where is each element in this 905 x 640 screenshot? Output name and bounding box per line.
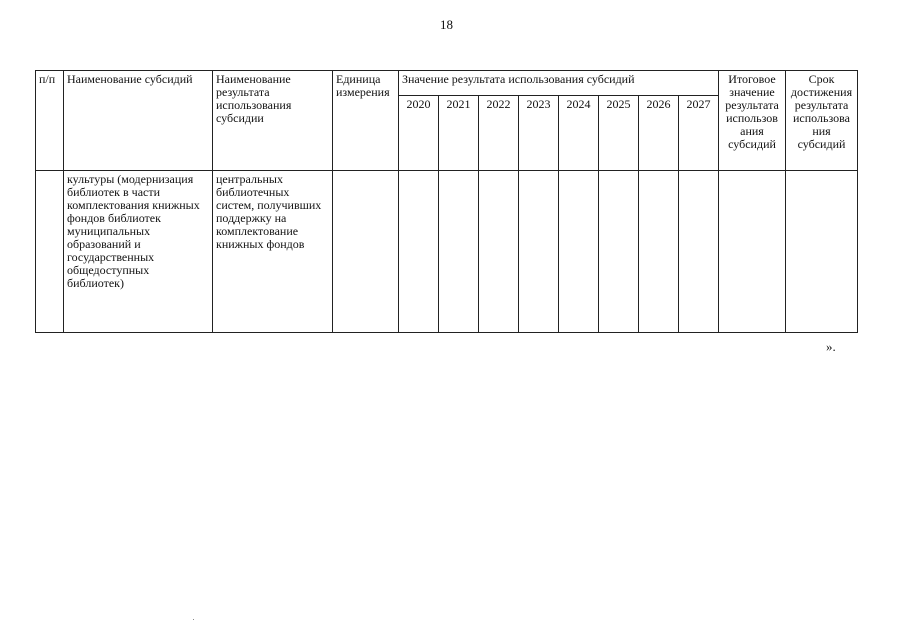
header-subsidy-name: Наименование субсидий xyxy=(64,71,213,171)
header-values-group: Значение результата использования субсидий xyxy=(399,71,719,96)
cell-unit xyxy=(333,171,399,333)
scan-speck xyxy=(193,619,194,620)
cell-value-2023 xyxy=(519,171,559,333)
cell-final-value xyxy=(719,171,786,333)
cell-result-name: центральных библиотечных систем, получивших поддержку на комплектование книжных фондов xyxy=(213,171,333,333)
cell-value-2025 xyxy=(599,171,639,333)
header-year-2025: 2025 xyxy=(599,96,639,171)
header-result-name: Наименование результата использования субсидии xyxy=(213,71,333,171)
table-row xyxy=(36,171,858,333)
header-year-2021: 2021 xyxy=(439,96,479,171)
header-row-top xyxy=(36,71,858,96)
cell-value-2020 xyxy=(399,171,439,333)
header-final-value: Итоговое значение результата использов ания субсидий xyxy=(719,71,786,171)
cell-value-2021 xyxy=(439,171,479,333)
header-year-2023: 2023 xyxy=(519,96,559,171)
cell-value-2026 xyxy=(639,171,679,333)
header-row-no: п/п xyxy=(36,71,64,171)
subsidy-results-table xyxy=(35,70,858,333)
header-deadline: Срок достижения результата использова ния субсидий xyxy=(786,71,858,171)
header-year-2022: 2022 xyxy=(479,96,519,171)
closing-quote-mark: ». xyxy=(826,339,836,354)
header-unit: Единица измерения xyxy=(333,71,399,171)
cell-deadline xyxy=(786,171,858,333)
cell-subsidy-name: культуры (модернизация библиотек в части комплектования книжных фондов библиотек муниципальных образований и государственных общедоступных библиотек) xyxy=(64,171,213,333)
header-year-2026: 2026 xyxy=(639,96,679,171)
cell-value-2022 xyxy=(479,171,519,333)
header-year-2027: 2027 xyxy=(679,96,719,171)
cell-value-2027 xyxy=(679,171,719,333)
cell-value-2024 xyxy=(559,171,599,333)
header-year-2020: 2020 xyxy=(399,96,439,171)
cell-row-no xyxy=(36,171,64,333)
header-year-2024: 2024 xyxy=(559,96,599,171)
page-number: 18 xyxy=(440,17,453,32)
